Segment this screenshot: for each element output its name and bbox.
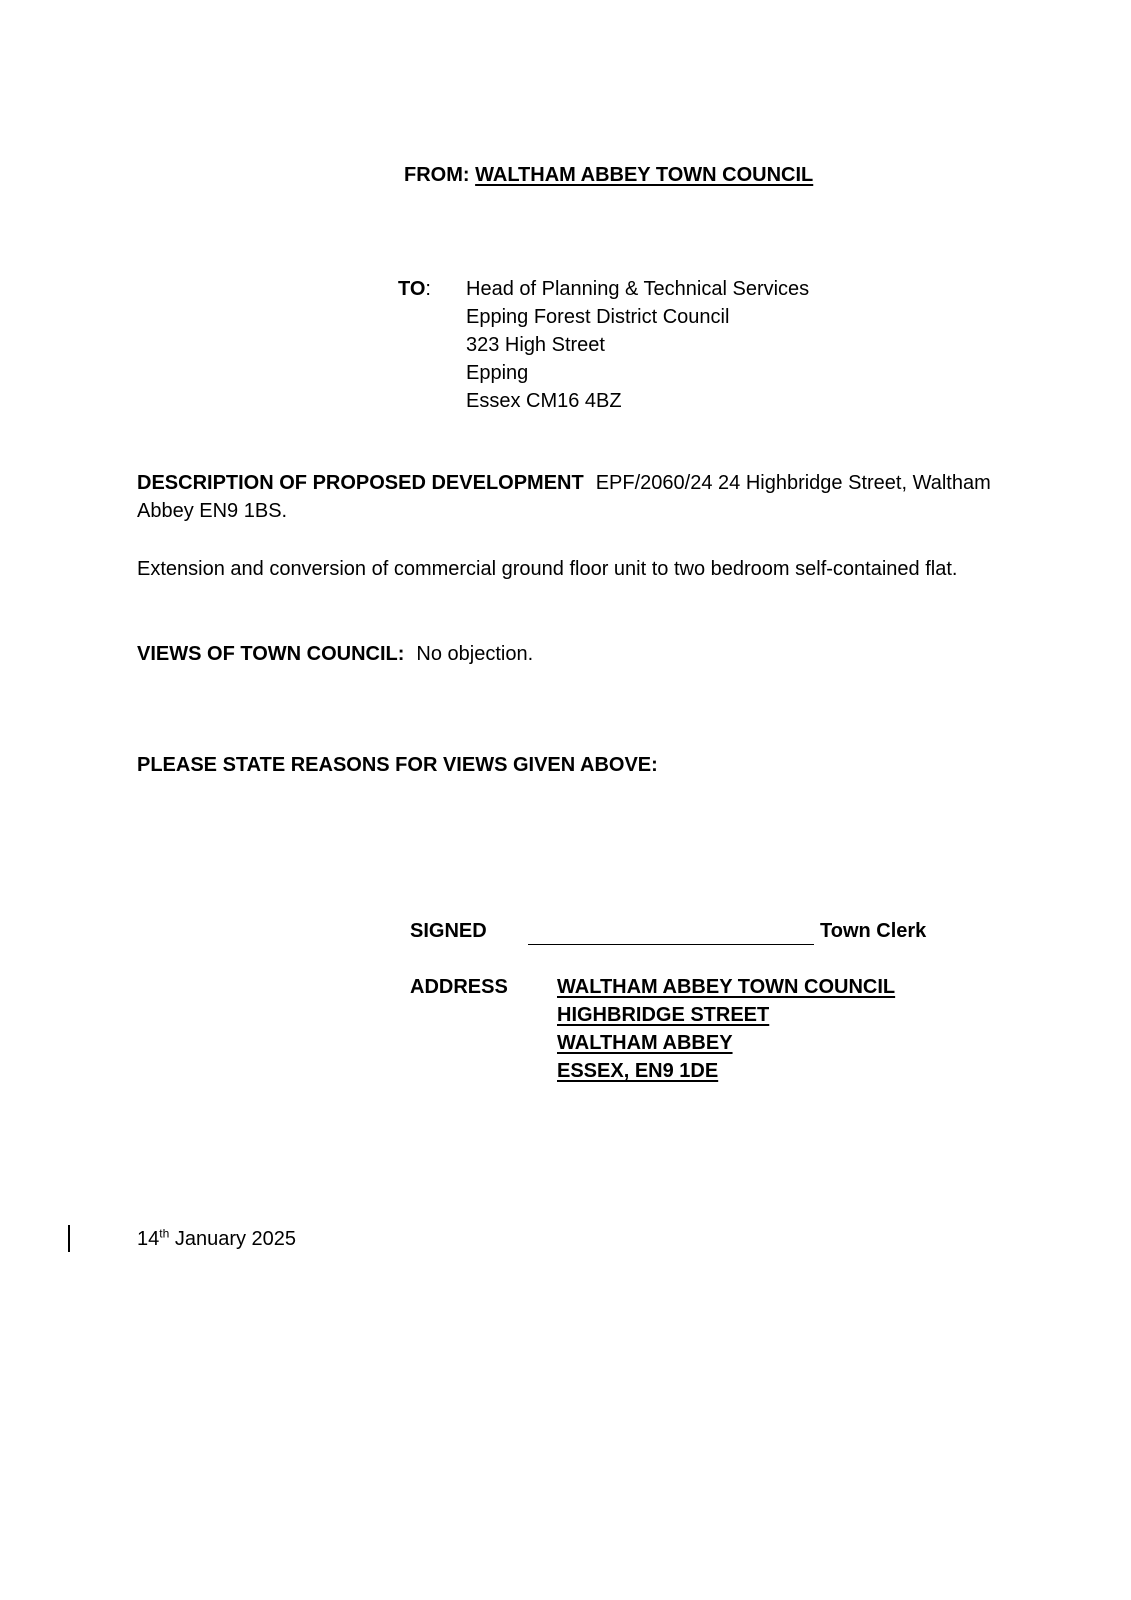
address-line: HIGHBRIDGE STREET — [557, 1004, 770, 1026]
signatory-role: Town Clerk — [820, 920, 927, 942]
address-line: WALTHAM ABBEY — [557, 1032, 733, 1054]
to-label-text: TO — [398, 278, 426, 300]
description-heading — [137, 469, 997, 525]
views-value: No objection. — [416, 643, 534, 665]
recipient-line: Epping — [466, 362, 529, 384]
signed-label: SIGNED — [410, 920, 487, 942]
council-address — [557, 973, 895, 1085]
application-reference: EPF/2060/24 24 Highbridge Street, Waltham Abbey EN9 1BS. — [137, 472, 991, 522]
address-line: ESSEX, EN9 1DE — [557, 1060, 719, 1082]
signature-rule — [528, 924, 814, 945]
from-line — [404, 164, 813, 187]
views-label: VIEWS OF TOWN COUNCIL: — [137, 643, 405, 665]
recipient-address — [466, 275, 809, 415]
recipient-line: Essex CM16 4BZ — [466, 390, 622, 412]
recipient-line: Head of Planning & Technical Services — [466, 278, 810, 300]
date-day: 14 — [137, 1228, 160, 1250]
recipient-line: Epping Forest District Council — [466, 306, 730, 328]
date-month-year: January 2025 — [169, 1228, 297, 1250]
document-date — [137, 1225, 296, 1253]
description-text: Extension and conversion of commercial ground floor unit to two bedroom self-contained flat. — [137, 558, 958, 580]
to-colon: : — [425, 278, 431, 300]
address-label: ADDRESS — [410, 976, 508, 998]
reasons-label: PLEASE STATE REASONS FOR VIEWS GIVEN ABOVE: — [137, 754, 658, 776]
description-label: DESCRIPTION OF PROPOSED DEVELOPMENT — [137, 472, 584, 494]
date-ordinal-suffix: th — [159, 1226, 170, 1241]
from-organisation: WALTHAM ABBEY TOWN COUNCIL — [475, 164, 814, 186]
address-line: WALTHAM ABBEY TOWN COUNCIL — [557, 976, 896, 998]
views-line — [137, 640, 533, 668]
signature-line — [528, 917, 926, 945]
from-label: FROM: — [404, 164, 470, 186]
to-label — [398, 275, 431, 303]
text-cursor — [68, 1225, 70, 1252]
recipient-line: 323 High Street — [466, 334, 605, 356]
